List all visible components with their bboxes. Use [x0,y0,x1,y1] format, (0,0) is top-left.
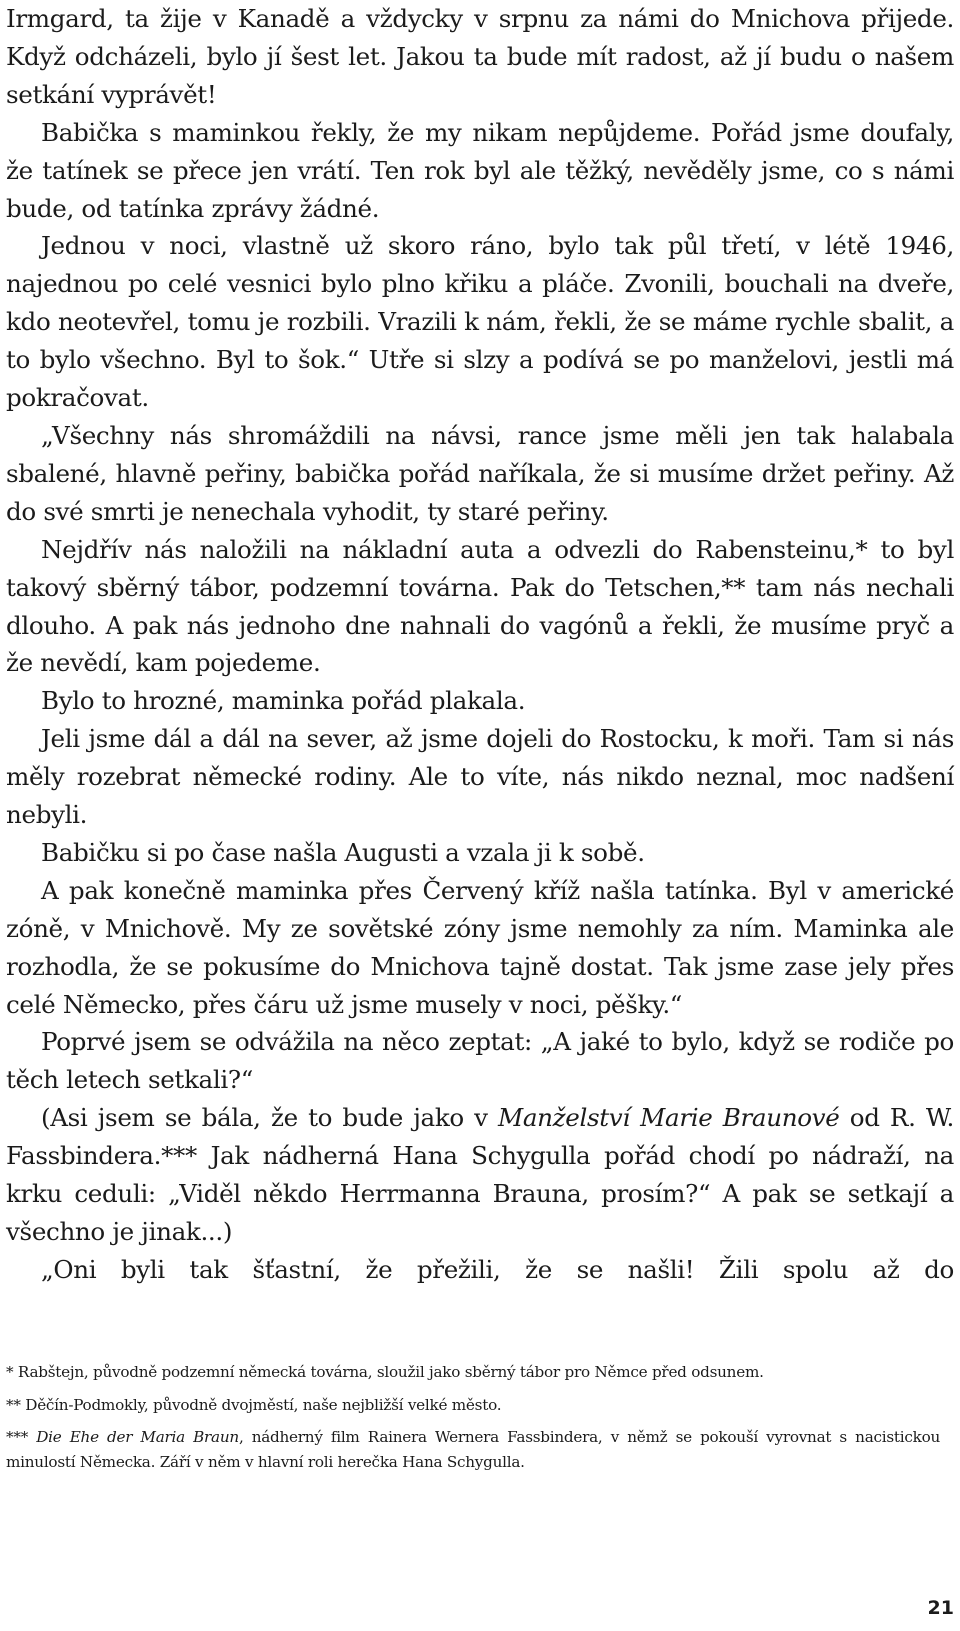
paragraph: Irmgard, ta žije v Kanadě a vždycky v srpnu za námi do Mnichova přijede. Když odcházeli, bylo jí šest let. Jakou ta bude mít radost, až jí budu o našem setkání vyprávět! [6,4,954,109]
paragraph: Bylo to hrozné, maminka pořád plakala. [41,686,526,716]
paragraph: Poprvé jsem se odvážila na něco zeptat: „A jaké to bylo, když se rodiče po těch letech setkali?“ [6,1027,954,1095]
paragraph: Jeli jsme dál a dál na sever, až jsme dojeli do Rostocku, k moři. Tam si nás měly rozebrat německé rodiny. Ale to víte, nás nikdo neznal, moc nadšení nebyli. [6,724,954,830]
paragraph-text: od R. W. Fassbindera.*** Jak nádherná Hana Schygulla pořád chodí po nádraží, na krku ceduli: „Viděl někdo Herrmanna Brauna, prosím?“ A pak se setkají a všechno je jinak...) [6,1103,954,1246]
footnotes [6,1360,940,1482]
footnote: * Rabštejn, původně podzemní německá továrna, sloužil jako sběrný tábor pro Němce před odsunem. [6,1363,764,1381]
paragraph: Babičku si po čase našla Augusti a vzala ji k sobě. [41,837,645,867]
body-text [6,0,954,1289]
page-number: 21 [927,1597,954,1619]
book-page [6,0,954,1631]
footnote-text: , nádherný film Rainera Wernera Fassbindera, v němž se pokouší vyrovnat s nacistickou minulostí Německa. Září v něm v hlavní roli herečka Hana Schygulla. [6,1428,941,1471]
film-title: Die Ehe der Maria Braun [36,1428,239,1446]
paragraph: Nejdřív nás naložili na nákladní auta a odvezli do Rabensteinu,* to byl takový sběrný tábor, podzemní továrna. Pak do Tetschen,** tam nás nechali dlouho. A pak nás jednoho dne nahnali do vagónů a řekli, že musíme pryč a že nevědí, kam pojedeme. [6,534,954,678]
film-title: Manželství Marie Braunové [498,1103,840,1133]
paragraph [6,1099,954,1251]
footnote-marker: *** [6,1428,37,1446]
footnote: ** Děčín-Podmokly, původně dvojměstí, naše nejbližší velké město. [6,1395,502,1414]
paragraph-continues: „Oni byli tak šťastní, že přežili, že se našli! Žili spolu až do [41,1254,954,1284]
paragraph: A pak konečně maminka přes Červený kříž našla tatínka. Byl v americké zóně, v Mnichově. My ze sovětské zóny jsme nemohly za ním. Maminka ale rozhodla, že se pokusíme do Mnichova tajně dostat. Tak jsme zase jely přes celé Německo, přes čáru už jsme musely v noci, pěšky.“ [6,875,954,1019]
paragraph: Jednou v noci, vlastně už skoro ráno, bylo tak půl třetí, v létě 1946, najednou po celé vesnici bylo plno křiku a pláče. Zvonili, bouchali na dveře, kdo neotevřel, tomu je rozbili. Vrazili k nám, řekli, že se máme rychle sbalit, a to bylo všechno. Byl to šok.“ Utře si slzy a podívá se po manželovi, jestli má pokračovat. [6,231,954,413]
footnote [6,1425,940,1474]
paragraph: „Všechny nás shromáždili na návsi, rance jsme měli jen tak halabala sbalené, hlavně peřiny, babička pořád naříkala, že si musíme držet peřiny. Až do své smrti je nenechala vyhodit, ty staré peřiny. [6,420,954,526]
paragraph-text: (Asi jsem se bála, že to bude jako v [41,1103,499,1133]
paragraph: Babička s maminkou řekly, že my nikam nepůjdeme. Pořád jsme doufaly, že tatínek se přece jen vrátí. Ten rok byl ale těžký, nevěděly jsme, co s námi bude, od tatínka zprávy žádné. [6,117,954,223]
